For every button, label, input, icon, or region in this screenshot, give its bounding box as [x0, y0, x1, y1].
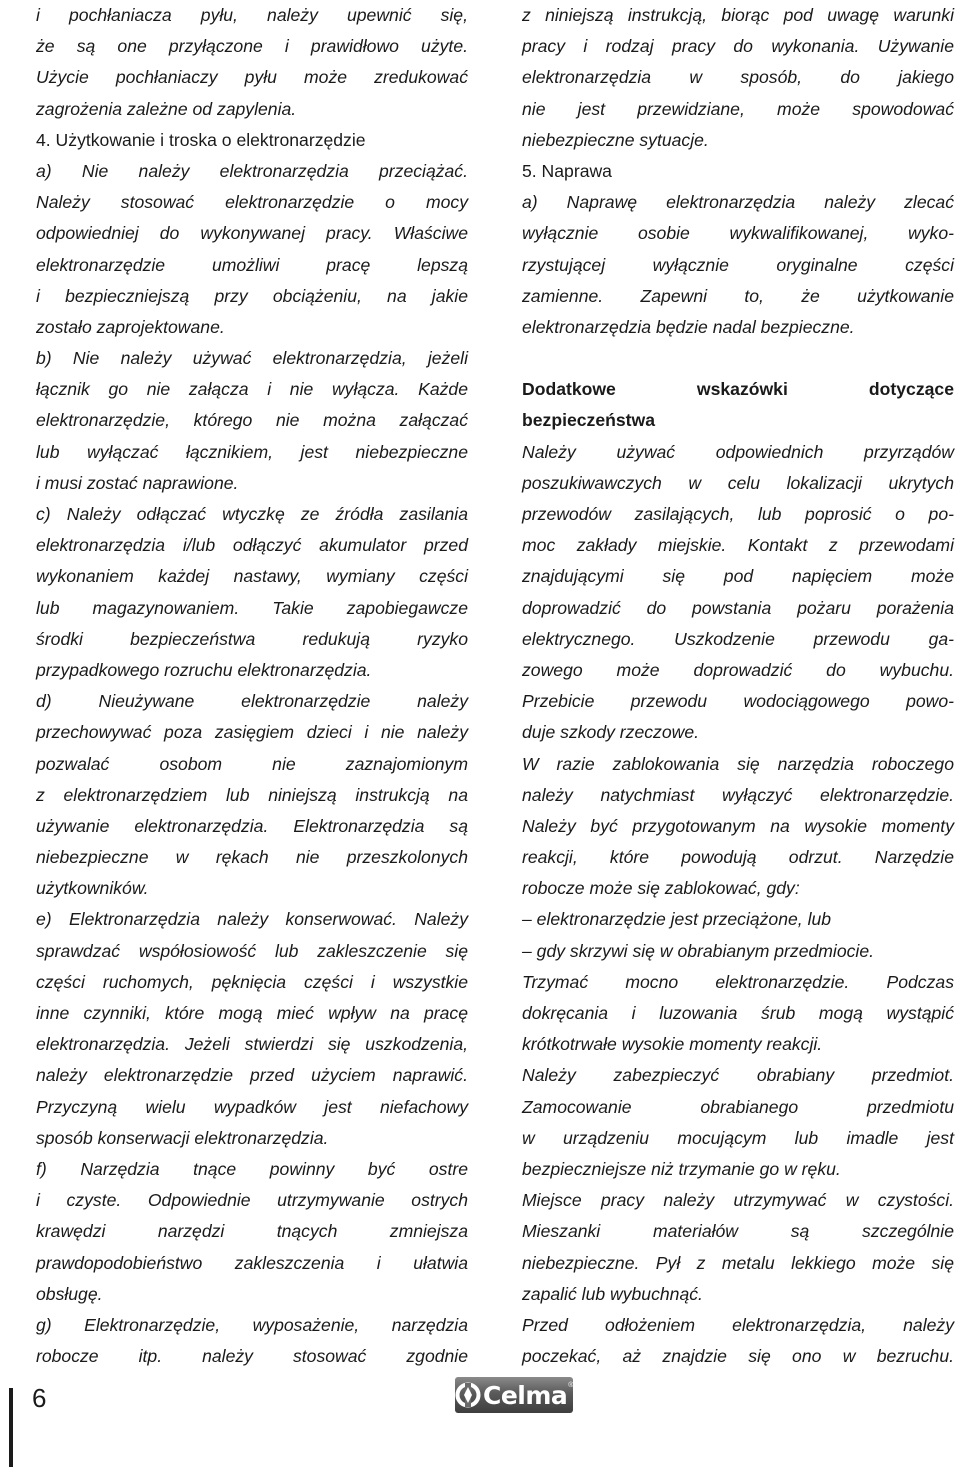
- text-line: lub wyłączać łącznikiem, jest niebezpieczne: [36, 441, 468, 462]
- text-line: pozwalać osobom nie zaznajomionym: [36, 753, 468, 774]
- text-line: krótkotrwałe wysokie momenty reakcji.: [522, 1034, 823, 1055]
- text-line: niebezpieczne w rękach nie przeszkolonych: [36, 847, 468, 868]
- text-line: zamienne. Zapewni to, że użytkowanie: [522, 285, 954, 306]
- text-line: elektronarzędzie, którego nie można załączać: [36, 410, 468, 431]
- text-line: moc zakłady miejskie. Kontakt z przewodami: [522, 535, 954, 556]
- text-line: przypadkowego rozruchu elektronarzędzia.: [36, 659, 372, 680]
- text-line: znajdującymi się pod napięciem może: [522, 566, 954, 587]
- text-line: prawdopodobieństwo zakleszczenia i ułatwia: [36, 1252, 468, 1273]
- text-line: niebezpieczne. Pył z metalu lekkiego może się: [522, 1252, 954, 1273]
- text-line: sposób konserwacji elektronarzędzia.: [36, 1127, 329, 1148]
- text-line: w urządzeniu mocującym lub imadle jest: [522, 1127, 954, 1148]
- text-line: bezpieczeństwa: [522, 410, 655, 431]
- page-number: 6: [32, 1383, 47, 1413]
- text-line: przechowywać poza zasięgiem dzieci i nie należy: [36, 722, 468, 743]
- right-column: [522, 0, 954, 1372]
- text-line: Należy zabezpieczyć obrabiany przedmiot.: [522, 1065, 954, 1086]
- text-line: e) Elektronarzędzia należy konserwować. Należy: [36, 909, 468, 930]
- text-line: Należy stosować elektronarzędzie o mocy: [36, 192, 468, 213]
- text-line: Mieszanki materiałów są szczególnie: [522, 1221, 954, 1242]
- text-line: poczekać, aż znajdzie się ono w bezruchu.: [522, 1346, 954, 1367]
- text-line: Przyczyną wielu wypadków jest niefachowy: [36, 1096, 468, 1117]
- text-line: sprawdzać współosiowość lub zakleszczenie się: [36, 940, 468, 961]
- logo-registered-mark: ®: [568, 1382, 574, 1389]
- text-line: Przebicie przewodu wodociągowego powo-: [522, 691, 954, 712]
- text-line: elektronarzędzia będzie nadal bezpieczne.: [522, 316, 855, 337]
- text-line: zapalić lub wybuchnąć.: [522, 1283, 703, 1304]
- text-line: poszukiwawczych w celu lokalizacji ukrytych: [522, 472, 954, 493]
- text-line: Trzymać mocno elektronarzędzie. Podczas: [522, 971, 954, 992]
- text-line: f) Narzędzia tnące powinny być ostre: [36, 1158, 468, 1179]
- text-line: i pochłaniacza pyłu, należy upewnić się,: [36, 5, 468, 25]
- text-line: – elektronarzędzie jest przeciążone, lub: [522, 909, 832, 930]
- text-line: 5. Naprawa: [522, 160, 612, 181]
- logo-text: Celma: [483, 1380, 568, 1410]
- text-line: rzystującej wyłącznie oryginalne części: [522, 254, 954, 275]
- text-line: i bezpieczniejszą przy obciążeniu, na jakie: [36, 285, 468, 306]
- text-line: i czyste. Odpowiednie utrzymywanie ostrych: [36, 1190, 468, 1211]
- text-line: reakcji, które powodują odrzut. Narzędzie: [522, 847, 954, 868]
- text-line: zagrożenia zależne od zapylenia.: [36, 98, 297, 119]
- text-line: duje szkody rzeczowe.: [522, 722, 699, 743]
- text-line: i musi zostać naprawione.: [36, 472, 239, 493]
- text-line: Należy być przygotowanym na wysokie momenty: [522, 815, 954, 836]
- text-line: części ruchomych, pęknięcia części i wszystkie: [36, 971, 468, 992]
- celma-logo: [455, 1377, 573, 1413]
- text-line: elektronarzędzia. Jeżeli stwierdzi się uszkodzenia,: [36, 1034, 468, 1055]
- text-line: dokręcania i luzowania śrub mogą wystąpić: [522, 1003, 954, 1023]
- text-line: a) Naprawę elektronarzędzia należy zlecać: [522, 192, 954, 213]
- text-line: elektronarzędzia i/lub odłączyć akumulator przed: [36, 535, 468, 556]
- text-line: W razie zablokowania się narzędzia roboczego: [522, 753, 954, 774]
- text-line: niebezpieczne sytuacje.: [522, 129, 709, 150]
- text-line: 4. Użytkowanie i troska o elektronarzędzie: [36, 129, 366, 150]
- text-line: pracy i rodzaj pracy do wykonania. Używanie: [522, 36, 954, 57]
- text-line: przewodów zasilających, lub poprosić o po-: [522, 504, 954, 524]
- text-line: łącznik go nie załącza i nie wyłącza. Każde: [36, 379, 468, 400]
- text-line: wyłącznie osobie wykwalifikowanej, wyko-: [522, 223, 954, 244]
- text-line: Przed odłożeniem elektronarzędzia, należy: [522, 1314, 954, 1335]
- text-line: Dodatkowe wskazówki dotyczące: [522, 379, 954, 400]
- text-line: obsługę.: [36, 1283, 103, 1304]
- text-line: elektrycznego. Uszkodzenie przewodu ga-: [522, 628, 954, 649]
- text-line: nie jest przewidziane, może spowodować: [522, 98, 954, 119]
- text-line: należy elektronarzędzie przed użyciem naprawić.: [36, 1065, 468, 1086]
- text-line: należy natychmiast wyłączyć elektronarzędzie.: [522, 784, 954, 805]
- text-line: użytkowników.: [36, 878, 149, 899]
- text-line: bezpieczniejsze niż trzymanie go w ręku.: [522, 1158, 841, 1179]
- text-line: z niniejszą instrukcją, biorąc pod uwagę warunki: [522, 5, 954, 25]
- text-line: krawędzi narzędzi tnących zmniejsza: [36, 1221, 468, 1242]
- text-line: Zamocowanie obrabianego przedmiotu: [522, 1096, 954, 1117]
- text-line: doprowadzić do powstania pożaru porażenia: [522, 597, 954, 618]
- text-line: inne czynniki, które mogą mieć wpływ na pracę: [36, 1003, 468, 1023]
- text-line: a) Nie należy elektronarzędzia przeciążać.: [36, 160, 468, 181]
- text-line: elektronarzędzia w sposób, do jakiego: [522, 67, 954, 88]
- celma-logo-mark-icon: [455, 1377, 481, 1413]
- text-line: Użycie pochłaniaczy pyłu może zredukować: [36, 67, 468, 88]
- left-column: [36, 0, 468, 1372]
- text-line: lub magazynowaniem. Takie zapobiegawcze: [36, 597, 468, 618]
- text-line: c) Należy odłączać wtyczkę ze źródła zasilania: [36, 504, 468, 524]
- text-line: d) Nieużywane elektronarzędzie należy: [36, 691, 468, 712]
- text-line: – gdy skrzywi się w obrabianym przedmiocie.: [522, 940, 875, 961]
- text-line: używanie elektronarzędzia. Elektronarzędzia są: [36, 815, 468, 836]
- text-line: Miejsce pracy należy utrzymywać w czystości.: [522, 1190, 954, 1211]
- text-line: środki bezpieczeństwa redukują ryzyko: [36, 628, 468, 649]
- text-line: Należy używać odpowiednich przyrządów: [522, 441, 954, 462]
- text-line: że są one przyłączone i prawidłowo użyte.: [36, 36, 468, 57]
- text-line: robocze może się zablokować, gdy:: [522, 878, 800, 899]
- text-line: b) Nie należy używać elektronarzędzia, jeżeli: [36, 348, 468, 369]
- text-line: z elektronarzędziem lub niniejszą instrukcją na: [36, 784, 468, 805]
- text-line: zowego może doprowadzić do wybuchu.: [522, 659, 954, 680]
- text-line: g) Elektronarzędzie, wyposażenie, narzędzia: [36, 1314, 468, 1335]
- text-line: odpowiedniej do wykonywanej pracy. Właściwe: [36, 223, 468, 244]
- page-edge-bar: [9, 1388, 13, 1467]
- text-line: wykonaniem każdej nastawy, wymiany części: [36, 566, 468, 587]
- text-line: robocze itp. należy stosować zgodnie: [36, 1346, 468, 1367]
- text-line: elektronarzędzie umożliwi pracę lepszą: [36, 254, 468, 275]
- text-line: zostało zaprojektowane.: [36, 316, 225, 337]
